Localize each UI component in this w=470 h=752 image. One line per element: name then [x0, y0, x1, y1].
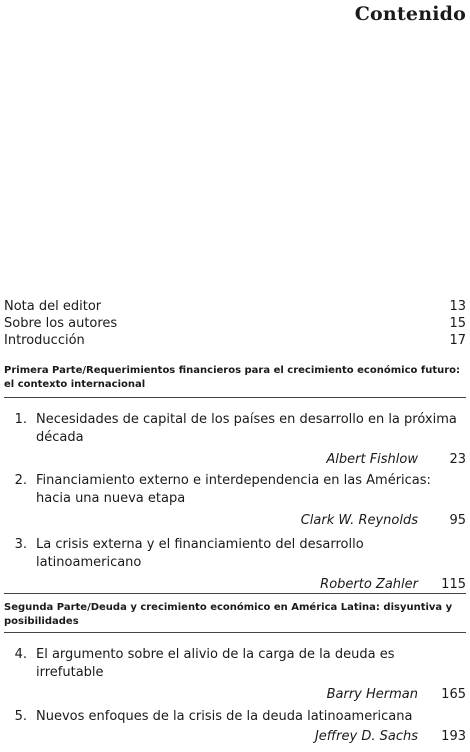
chapter-page: 165: [441, 687, 466, 702]
part-divider: [4, 632, 466, 633]
page-title: Contenido: [354, 3, 466, 25]
chapter-page: 193: [441, 729, 466, 744]
chapter-page: 95: [449, 513, 466, 528]
chapter-entry: [4, 472, 466, 530]
chapter-title: El argumento sobre el alivio de la carga de la deuda es irrefutable: [36, 647, 395, 680]
chapter-title: La crisis externa y el financiamiento del desarrollo latinoamericano: [36, 537, 364, 570]
chapter-author: Barry Herman: [326, 687, 418, 702]
front-matter-label: Nota del editor: [4, 299, 102, 314]
front-matter-item: [4, 298, 466, 315]
chapter-author: Clark W. Reynolds: [300, 513, 418, 528]
chapter-title: Necesidades de capital de los países en desarrollo en la próxima década: [36, 412, 457, 445]
chapter-number: 2.: [14, 473, 27, 488]
part-divider: [4, 593, 466, 594]
chapter-number: 4.: [14, 647, 27, 662]
chapter-author: Roberto Zahler: [320, 577, 418, 592]
part-heading: Segunda Parte/Deuda y crecimiento económico en América Latina: disyuntiva y posibilidades: [4, 602, 453, 627]
chapter-page: 115: [441, 577, 466, 592]
front-matter-label: Introducción: [4, 333, 85, 348]
front-matter-item: [4, 315, 466, 332]
chapter-number: 1.: [14, 412, 27, 427]
chapter-number: 5.: [14, 709, 27, 724]
chapter-number: 3.: [14, 537, 27, 552]
chapter-entry: [4, 536, 466, 594]
chapter-entry: [4, 411, 466, 469]
chapter-entry: [4, 708, 466, 746]
chapter-entry: [4, 646, 466, 704]
chapter-author: Jeffrey D. Sachs: [314, 729, 418, 744]
chapter-title: Nuevos enfoques de la crisis de la deuda latinoamericana: [36, 709, 413, 724]
chapter-page: 23: [449, 452, 466, 467]
front-matter-page: 13: [449, 299, 466, 314]
front-matter-label: Sobre los autores: [4, 316, 118, 331]
chapter-author: Albert Fishlow: [326, 452, 418, 467]
front-matter-page: 17: [449, 333, 466, 348]
front-matter-list: [4, 298, 466, 349]
chapter-title: Financiamiento externo e interdependencia en las Américas: hacia una nueva etapa: [36, 473, 431, 506]
front-matter-item: [4, 332, 466, 349]
front-matter-page: 15: [449, 316, 466, 331]
part-divider: [4, 397, 466, 398]
part-heading: Primera Parte/Requerimientos financieros para el crecimiento económico futuro: el contexto internacional: [4, 365, 461, 390]
